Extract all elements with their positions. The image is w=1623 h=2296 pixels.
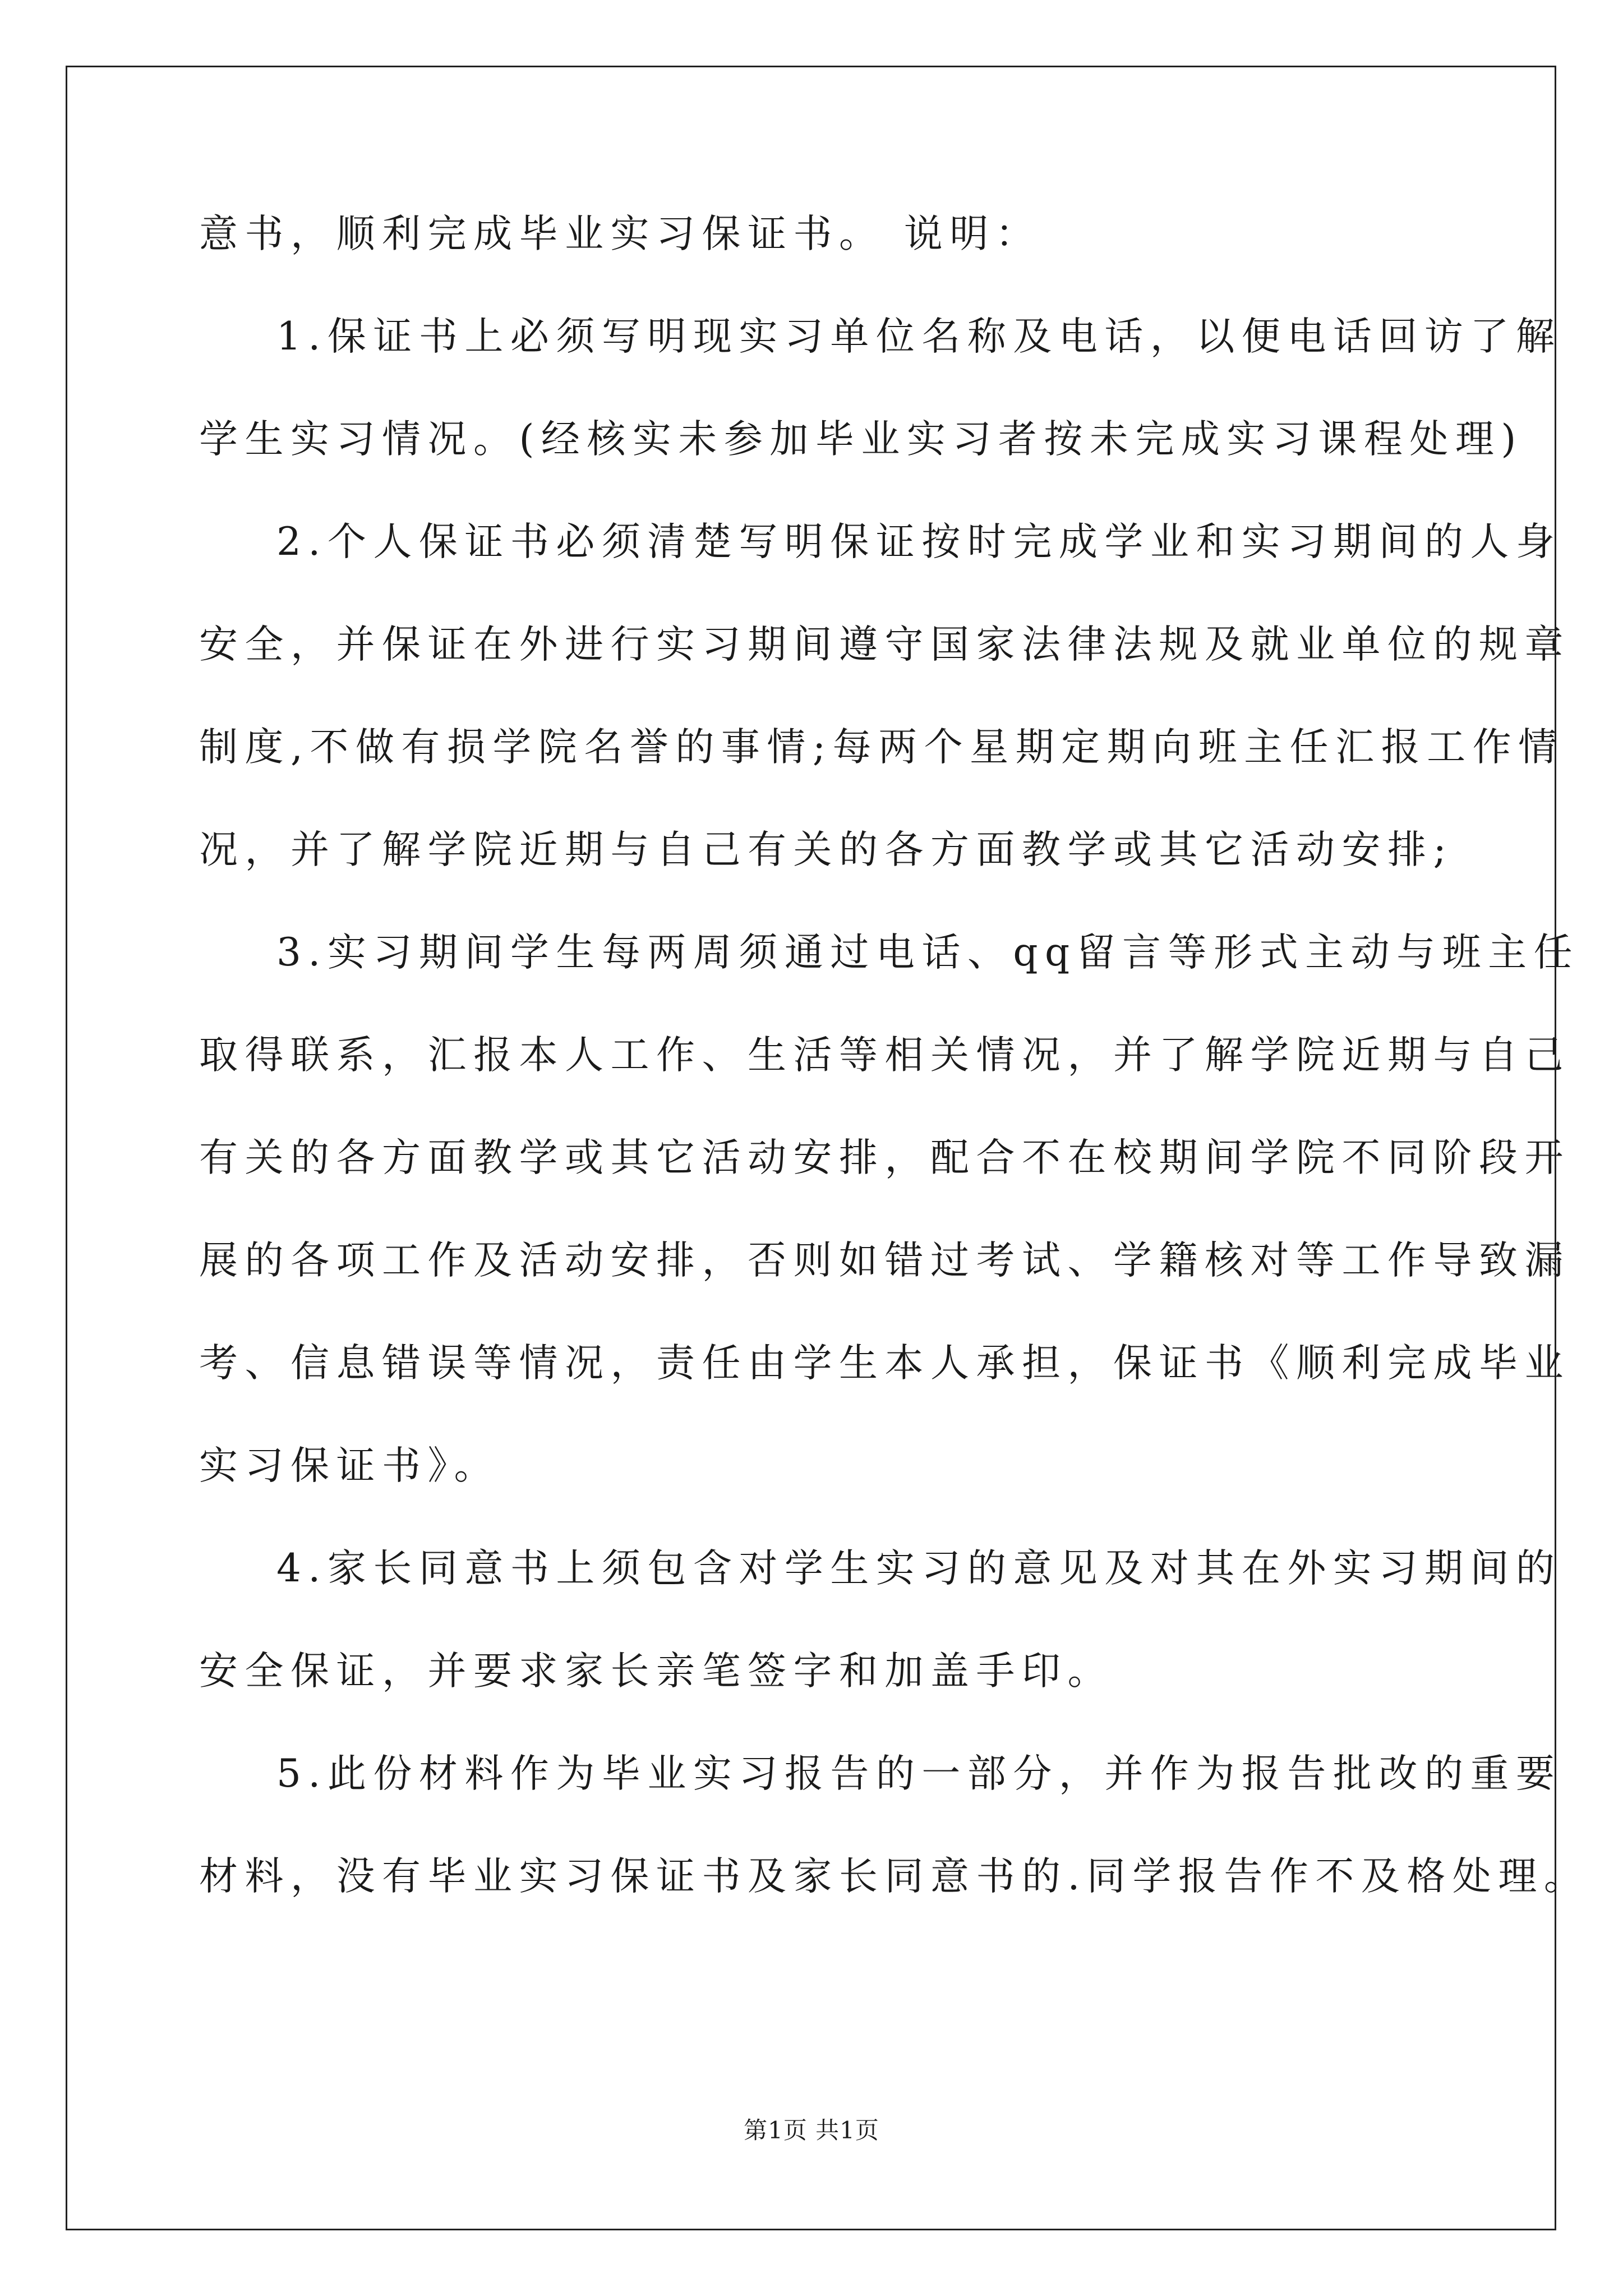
text-line-15: 安全保证，并要求家长亲笔签字和加盖手印。 <box>199 1649 1113 1694</box>
text-line-9: 取得联系，汇报本人工作、生活等相关情况，并了解学院近期与自己 <box>199 1033 1570 1078</box>
text-line-7: 况，并了解学院近期与自己有关的各方面教学或其它活动安排; <box>199 827 1454 872</box>
text-line-12: 考、信息错误等情况，责任由学生本人承担，保证书《顺利完成毕业 <box>199 1341 1570 1386</box>
text-line-16: 5.此份材料作为毕业实习报告的一部分，并作为报告批改的重要 <box>276 1751 1562 1796</box>
text-line-2: 1.保证书上必须写明现实习单位名称及电话，以便电话回访了解 <box>276 314 1562 359</box>
text-line-4: 2.个人保证书必须清楚写明保证按时完成学业和实习期间的人身 <box>276 519 1562 564</box>
text-line-5: 安全，并保证在外进行实习期间遵守国家法律法规及就业单位的规章 <box>199 622 1570 667</box>
text-line-17: 材料，没有毕业实习保证书及家长同意书的.同学报告作不及格处理。 <box>199 1854 1590 1899</box>
text-line-8: 3.实习期间学生每两周须通过电话、qq留言等形式主动与班主任 <box>276 930 1580 975</box>
text-line-1: 意书，顺利完成毕业实习保证书。 说明： <box>199 211 1041 256</box>
text-line-6: 制度,不做有损学院名誉的事情;每两个星期定期向班主任汇报工作情 <box>199 725 1564 770</box>
text-line-13: 实习保证书》。 <box>199 1443 500 1488</box>
text-line-10: 有关的各方面教学或其它活动安排，配合不在校期间学院不同阶段开 <box>199 1135 1570 1180</box>
page-number-footer: 第1页 共1页 <box>744 2116 879 2144</box>
text-line-11: 展的各项工作及活动安排，否则如错过考试、学籍核对等工作导致漏 <box>199 1238 1570 1283</box>
text-line-14: 4.家长同意书上须包含对学生实习的意见及对其在外实习期间的 <box>276 1546 1562 1591</box>
text-line-3: 学生实习情况。(经核实未参加毕业实习者按未完成实习课程处理) <box>199 417 1523 462</box>
